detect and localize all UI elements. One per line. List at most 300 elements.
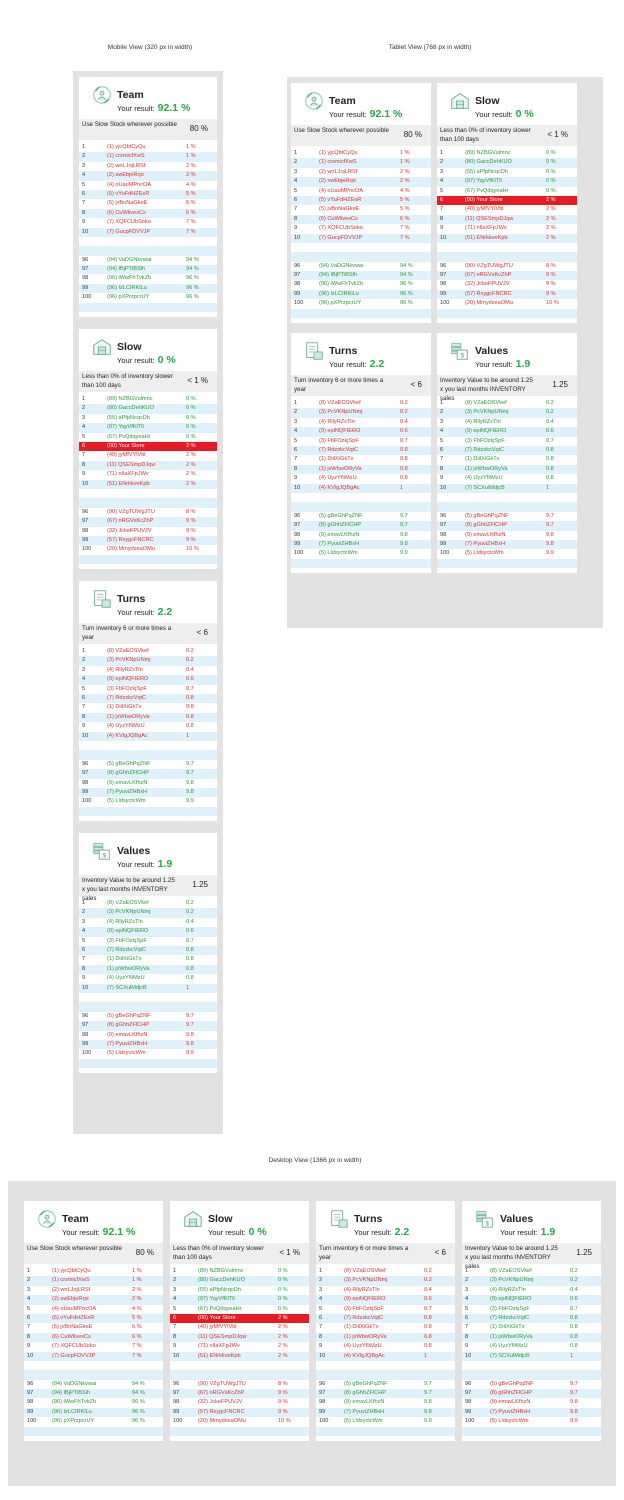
rank: 97 [82,1022,89,1029]
values-card [437,333,577,573]
turns-icon [91,588,113,610]
store-value: 0.8 [570,1324,578,1331]
store-name: (7) XQFCUbSoko [319,225,363,232]
store-name: (94) VaDGNkvwai [52,1380,97,1387]
store-name: (4) UyzYfIiMzU [107,723,145,730]
ranking-row [79,190,217,199]
store-value: 1 [570,1352,574,1359]
values-card [462,1201,601,1441]
store-name: (00) Your Store [198,1314,236,1321]
rank: 10 [82,984,89,991]
rank: 5 [440,437,444,444]
store-name: (4) RllyRZsTln [107,918,143,925]
store-value: 0.8 [400,456,408,463]
ranking-row [24,1417,163,1426]
store-name: (7) PyuviZHBxH [490,1408,531,1415]
store-value: 2 % [400,168,410,175]
ranking-row [291,196,431,205]
ranking-row [291,234,431,243]
store-value: 9 % [186,527,196,534]
ranking-row [79,1031,217,1040]
rank: 10 [82,732,89,739]
store-value: 96 % [132,1418,145,1425]
rank: 1 [465,1268,469,1274]
ranking-row [291,465,431,474]
store-value: 9.9 [570,1418,578,1425]
store-name: (90) VZgTUWgJTU [107,508,155,515]
rank: 100 [27,1418,37,1425]
spacer-row [316,1370,455,1379]
store-value: 1 [186,984,190,991]
store-value: 96 % [132,1408,145,1415]
ranking-row [79,703,217,712]
slow-result-value: 0 % [157,354,176,367]
turns-card-header [85,581,211,623]
rank: 10 [173,1352,180,1359]
rank: 5 [294,187,298,194]
rank: 97 [27,1390,34,1397]
store-name: (7) RdzzkcVqtC [344,1314,384,1321]
store-name: (94) IBjPTiBSlh [107,266,146,273]
turns-criteria [291,375,431,396]
store-name: (5) gBeGhPqZNF [490,1380,534,1387]
rank: 100 [440,300,450,307]
ranking-row [437,521,577,530]
store-name: (4) UyzYfIiMzU [344,1343,382,1350]
team-title: Team [329,95,356,107]
rank: 1 [82,144,86,150]
rank: 1 [27,1268,31,1274]
rank: 2 [82,153,86,160]
rank: 97 [465,1390,472,1397]
store-value: 6 % [132,1333,142,1340]
store-value: 5 % [400,196,410,203]
store-name: (8) gGhhZFlCHP [107,770,149,777]
store-value: 2 % [132,1286,142,1293]
spacer-row [79,1002,217,1011]
ranking-row [291,177,431,186]
rank: 96 [27,1380,34,1387]
spacer-row [462,1427,601,1436]
store-name: (8) VZaEOSVkef [319,400,361,407]
store-name: (4) KVlgJQBgAc [319,484,360,491]
rank: 3 [440,168,444,175]
store-value: 7 % [186,228,196,235]
ranking-row [79,713,217,722]
store-name: (9) emavLKfhzN [490,1399,531,1406]
store-value: 9.7 [400,522,408,529]
team-result [117,102,190,114]
rank: 3 [465,1286,469,1293]
store-name: (6) CuWlivexCs [107,209,146,216]
ranking-row [170,1286,309,1295]
ranking-row [291,187,431,196]
store-value: 7 % [132,1343,142,1350]
ranking-row [170,1295,309,1304]
store-value: 2 % [132,1296,142,1303]
ranking-row [291,474,431,483]
spacer-row [437,559,577,568]
store-name: (1) crsmicfXwS [319,159,357,166]
rank: 10 [82,228,89,235]
store-value: 9 % [546,290,556,297]
team-criteria-value: 80 % [403,130,422,139]
store-name: (57) RxygcFNCRC [198,1408,245,1415]
spacer-row [79,237,217,246]
rank: 96 [319,1380,326,1387]
store-name: (4) oUauMPncOA [52,1305,97,1312]
ranking-row [462,1389,601,1398]
ranking-row [79,908,217,917]
ranking-row [79,946,217,955]
rank: 98 [173,1399,180,1406]
rank: 100 [82,798,92,805]
store-value: 94 % [186,266,199,273]
store-name: (97) YqyVfKlTll [198,1296,235,1303]
ranking-row [316,1276,455,1285]
ranking-row [79,1049,217,1058]
rank: 4 [27,1296,31,1303]
store-name: (7) PyuviZHBxH [107,1040,148,1047]
ranking-row [79,732,217,741]
rank: 96 [82,256,89,263]
spacer-row [79,993,217,1002]
values-icon [449,340,471,362]
ranking-row [79,171,217,180]
ranking-row [462,1305,601,1314]
store-name: (1) jxWbwORyVa [465,465,508,472]
store-value: 0.8 [400,446,408,453]
store-value: 9 % [186,518,196,525]
turns-ranking-list [291,399,431,568]
ranking-row [24,1408,163,1417]
slow-card [79,329,217,569]
ranking-row [437,399,577,408]
rank: 5 [82,685,86,692]
team-ranking-list [291,149,431,318]
team-title: Team [117,89,144,101]
store-value: 1 % [400,159,410,166]
spacer-row [291,309,431,318]
store-name: (9) emavLKfhzN [107,1031,148,1038]
rank: 98 [294,281,301,288]
turns-result [329,358,384,370]
ranking-row [79,228,217,237]
values-criteria-text: Inventory Value to be around 1.25 x you last months INVENTORY sales [465,1245,558,1270]
ranking-row [24,1352,163,1361]
store-value: 0.8 [186,704,194,711]
spacer-row [170,1427,309,1436]
rank: 1 [82,396,86,403]
ranking-row [462,1398,601,1407]
rank: 2 [319,1277,323,1284]
store-name: (80) GaccDehKUO [198,1277,245,1284]
rank: 9 [294,475,298,482]
spacer-row [291,493,431,502]
store-name: (32) JckeFPUVJV [107,527,152,534]
rank: 1 [82,648,86,655]
store-value: 0.8 [186,956,194,963]
rank: 7 [440,456,444,463]
store-name: (8) VZaEOSVkef [465,400,507,407]
rank: 2 [27,1277,31,1284]
store-name: (2) wnLJojLRSf [52,1286,91,1293]
store-name: (3) PcVKNpUNmj [107,657,151,664]
store-name: (4) oUauMPncOA [107,181,152,188]
store-name: (1) DiilXiGkTx [319,456,354,463]
ranking-row [462,1295,601,1304]
ranking-row [291,215,431,224]
slow-criteria [170,1243,309,1264]
your-result-label: Your result: [475,110,513,119]
store-name: (3) FbFOzkjSpF [490,1305,530,1312]
store-value: 9.9 [186,798,194,805]
ranking-row [79,395,217,404]
store-value: 8 % [278,1380,288,1387]
ranking-row [291,280,431,289]
rank: 8 [440,215,444,222]
spacer-row [79,555,217,564]
ranking-row [316,1408,455,1417]
turns-criteria [79,623,217,644]
store-name: (9) epiNQFtERO [319,428,361,435]
store-value: 96 % [132,1399,145,1406]
store-value: 9.7 [570,1390,578,1397]
store-value: 4 % [132,1305,142,1312]
rank: 7 [82,704,86,711]
store-name: (51) ENrkkveKpb [107,480,150,487]
ranking-row [170,1398,309,1407]
store-name: (1) yjcQbtCyQu [52,1268,91,1274]
rank: 6 [294,446,298,453]
spacer-row [291,243,431,252]
store-name: (94) IBjPTiBSlh [319,272,358,279]
store-value: 0.7 [186,937,194,944]
store-name: (7) PyuviZHBxH [107,788,148,795]
values-title: Values [475,345,509,358]
ranking-row [437,177,577,186]
store-name: (1) yjcQbtCyQu [107,144,146,150]
ranking-row [79,433,217,442]
store-name: (8) VZaEOSVkef [107,648,149,655]
rank: 10 [465,1352,472,1359]
team-criteria-value: 80 % [189,124,208,133]
store-value: 9 % [278,1390,288,1397]
store-value: 9.7 [186,1022,194,1029]
slow-criteria-value: < 1 % [547,130,568,139]
rank: 8 [294,215,298,222]
rank: 5 [440,187,444,194]
spacer-row [24,1361,163,1370]
store-name: (5) vYuFdHZExR [52,1314,95,1321]
ranking-row [170,1305,309,1314]
slow-result [475,108,534,120]
ranking-row [24,1314,163,1323]
turns-title: Turns [329,345,358,358]
store-value: 9.8 [400,531,408,538]
spacer-row [79,246,217,255]
ranking-row [316,1352,455,1361]
rank: 1 [294,400,298,407]
rank: 96 [173,1380,180,1387]
store-name: (32) JckeFPUVJV [465,281,510,288]
ranking-row [316,1333,455,1342]
ranking-row [291,271,431,280]
slow-criteria-text: Less than 0% of inventory slower than 100 days [82,373,173,389]
store-value: 9.7 [186,1012,194,1019]
rank: 10 [294,234,301,241]
rank: 96 [82,1012,89,1019]
store-value: 2 % [278,1314,288,1321]
rank: 9 [82,723,86,730]
store-value: 9.8 [570,1399,578,1406]
rank: 6 [465,1314,469,1321]
store-name: (20) MmydxeaOMu [107,546,155,553]
rank: 100 [82,294,92,301]
rank: 6 [294,196,298,203]
rank: 99 [294,290,301,297]
store-name: (9) emavLKfhzN [344,1399,385,1406]
store-name: (94) VaDGNkvwai [107,256,152,263]
ranking-row [437,168,577,177]
ranking-row [79,508,217,517]
store-name: (11) QSESmpDJqw [198,1333,247,1340]
values-result [117,858,172,870]
store-value: 0 % [546,159,556,166]
team-criteria-text: Use Slow Stock wherever possible [82,121,177,128]
ranking-row [291,408,431,417]
ranking-row [24,1267,163,1276]
rank: 96 [294,262,301,269]
rank: 4 [440,178,444,185]
rank: 7 [82,452,86,459]
store-name: (7) PyuviZHBxH [344,1408,385,1415]
store-value: 1 [400,484,404,491]
turns-criteria [316,1243,455,1264]
your-result-label: Your result: [500,1228,538,1237]
ranking-row [79,480,217,489]
store-name: (89) NZBGVulmnc [465,150,511,156]
your-result-label: Your result: [329,360,367,370]
store-value: 0.4 [400,418,408,425]
team-icon [91,84,113,106]
store-value: 2 % [278,1324,288,1331]
store-name: (90) VZgTUWgJTU [465,262,513,269]
ranking-row [79,666,217,675]
store-name: (7) SCXulMdjcB [490,1352,530,1359]
ranking-row [79,265,217,274]
ranking-row [437,224,577,233]
store-value: 0 % [186,433,196,440]
ranking-row [437,234,577,243]
ranking-row [316,1323,455,1332]
ranking-row [291,224,431,233]
values-result-value: 1.9 [157,858,173,871]
ranking-row [437,205,577,214]
store-value: 9.7 [546,512,554,519]
ranking-row [291,427,431,436]
store-value: 1 [186,732,190,739]
spacer-row [79,741,217,750]
store-value: 0 % [278,1305,288,1312]
ranking-row [170,1267,309,1276]
store-value: 0.4 [186,918,194,925]
store-name: (8) gGhhZFlCHP [107,1022,149,1029]
rank: 8 [82,209,86,216]
store-value: 2 % [400,178,410,185]
store-name: (2) swEbjeRrpi [319,178,356,185]
team-card [291,83,431,323]
your-result-label: Your result: [329,110,367,119]
ranking-row [79,404,217,413]
team-result-value: 92.1 % [102,1226,136,1238]
store-name: (3) PcVKNpUNmj [319,409,363,416]
turns-icon [303,340,325,362]
spacer-row [79,807,217,816]
store-name: (11) QSESmpDJqw [465,215,514,222]
ranking-row [316,1417,455,1426]
team-criteria-text: Use Slow Stock wherever possible [27,1245,122,1252]
ranking-row [291,399,431,408]
store-value: 9.7 [186,770,194,777]
ranking-row [437,290,577,299]
store-value: 0.7 [546,437,554,444]
store-name: (96) iWwFhTvkZb [107,275,152,282]
ranking-row [24,1295,163,1304]
rank: 4 [440,428,444,435]
rank: 9 [82,975,86,982]
store-name: (9) epiNQFtERO [490,1296,532,1303]
store-value: 5 % [186,200,196,207]
store-name: (5) vYuFdHZExR [319,196,362,203]
store-value: 9.8 [570,1408,578,1415]
slow-icon [91,336,113,358]
rank: 98 [82,779,89,786]
values-card [79,833,217,1073]
ranking-row [291,512,431,521]
store-value: 0 % [278,1296,288,1303]
rank: 99 [319,1408,326,1415]
turns-card [316,1201,455,1441]
team-card-header [297,83,425,125]
rank: 8 [440,465,444,472]
rank: 6 [82,695,86,702]
rank: 9 [82,219,86,226]
store-name: (8) gGhhZFlCHP [465,522,507,529]
ranking-row [437,455,577,464]
store-value: 9 % [546,281,556,288]
rank: 5 [27,1305,31,1312]
rank: 10 [440,484,447,491]
values-criteria-text: Inventory Value to be around 1.25 x you last months INVENTORY sales [82,877,175,902]
store-name: (9) epiNQFtERO [465,428,507,435]
rank: 5 [82,433,86,440]
tablet-column-left [291,83,431,573]
spacer-row [79,750,217,759]
rank: 96 [440,512,447,519]
rank: 2 [294,159,298,166]
team-ranking-list [24,1267,163,1436]
rank: 98 [82,1031,89,1038]
store-name: (1) jxWbwORyVa [107,965,150,972]
store-name: (2) swEbjeRrpi [107,172,144,179]
store-name: (20) MmydxeaOMu [465,300,513,307]
ranking-row [79,722,217,731]
turns-card [79,581,217,821]
team-title: Team [62,1213,89,1225]
team-criteria [24,1243,163,1264]
store-name: (5) LldsyctcWm [319,550,358,557]
